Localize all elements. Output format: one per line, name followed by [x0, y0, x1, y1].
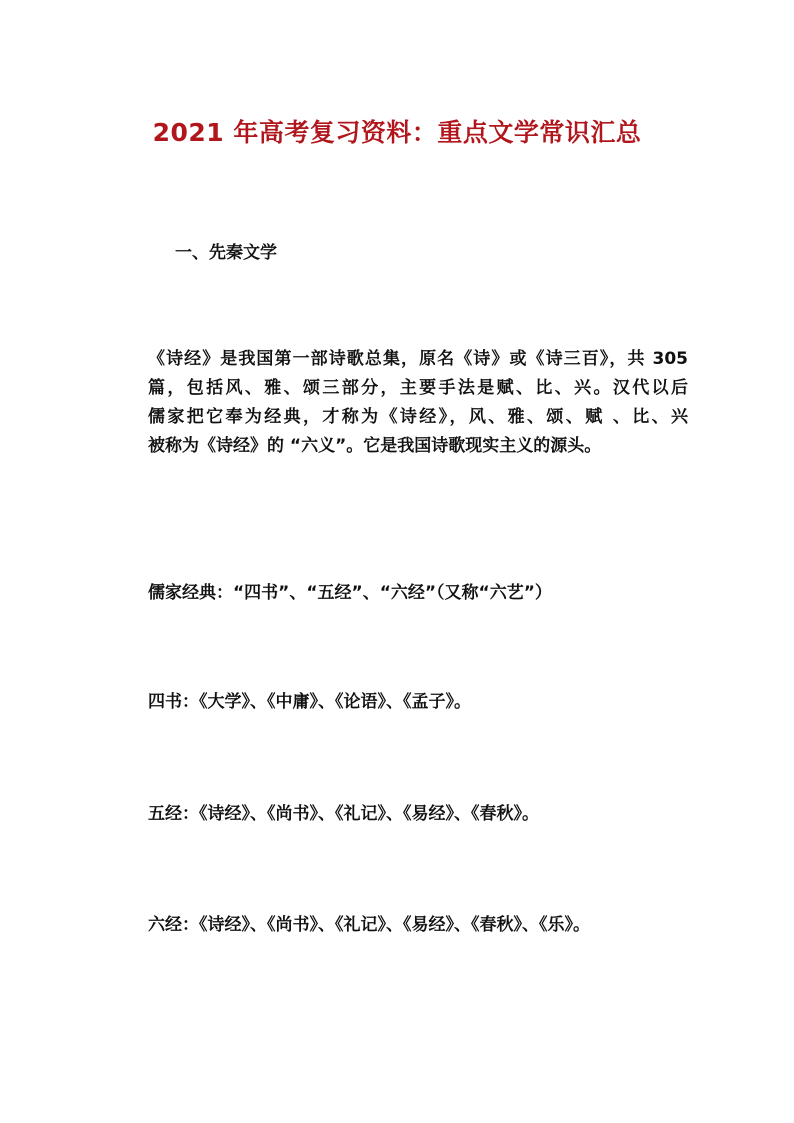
five-classics-line: 五经：《诗经》、《尚书》、《礼记》、《易经》、《春秋》。: [148, 804, 539, 824]
confucian-classics-line: 儒家经典：“四书”、“五经”、“六经”（又称“六艺”）: [148, 583, 552, 603]
six-classics-line: 六经：《诗经》、《尚书》、《礼记》、《易经》、《春秋》、《乐》。: [148, 915, 590, 935]
paragraph-line: 《诗经》是我国第一部诗歌总集，原名《诗》或《诗三百》，共 305: [148, 349, 688, 369]
shijing-intro-paragraph: [148, 345, 688, 461]
paragraph-line: 被称为《诗经》的 “六义”。它是我国诗歌现实主义的源头。: [148, 436, 602, 456]
document-title: 2021 年高考复习资料：重点文学常识汇总: [152, 118, 642, 147]
four-books-line: 四书：《大学》、《中庸》、《论语》、《孟子》。: [148, 692, 471, 712]
paragraph-line: 篇，包括风、雅、颂三部分，主要手法是赋、比、兴。汉代以后: [148, 378, 688, 398]
paragraph-line: 儒家把它奉为经典，才称为《诗经》，风、雅、颂、赋 、比、兴: [148, 407, 688, 427]
section-heading: 一、先秦文学: [175, 243, 277, 263]
